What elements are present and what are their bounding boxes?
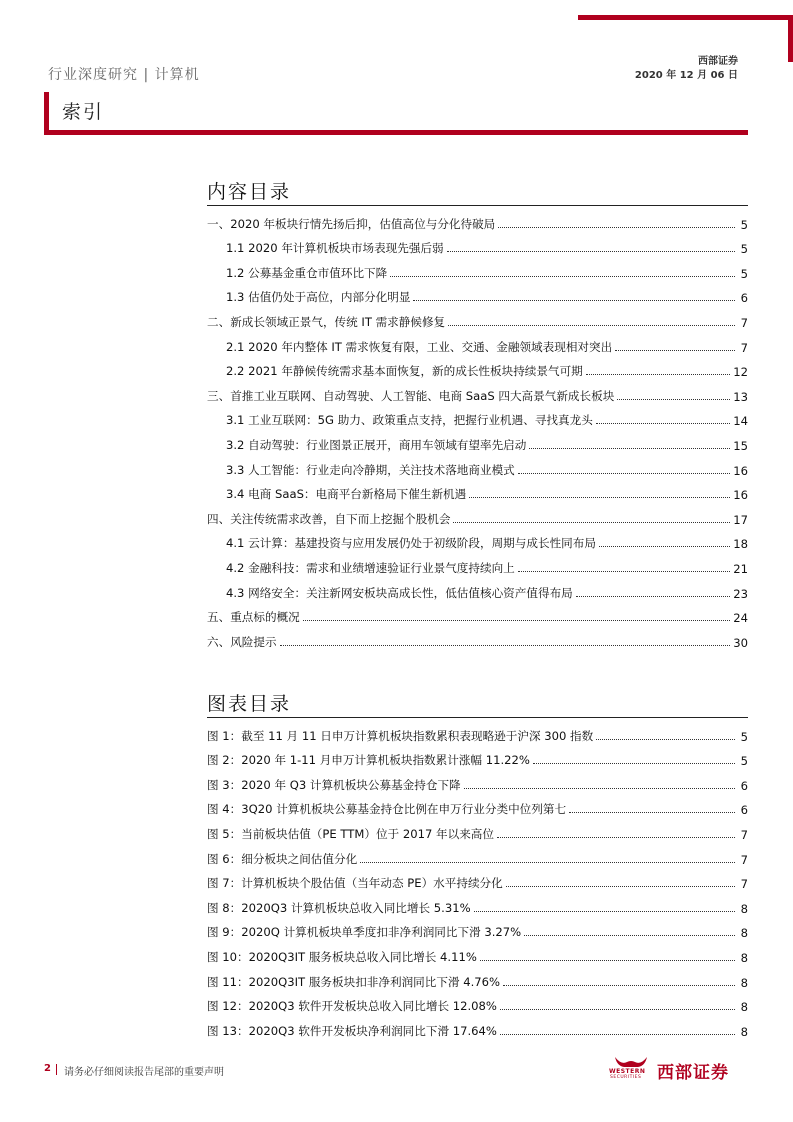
contents-entry-label: 2.1 2020 年内整体 IT 需求恢复有限，工业、交通、金融领域表现相对突出 xyxy=(226,339,613,354)
contents-entry[interactable] xyxy=(207,502,748,527)
contents-entry[interactable] xyxy=(207,428,748,453)
dot-leader xyxy=(480,960,735,961)
figures-entry[interactable] xyxy=(207,719,748,744)
contents-rule xyxy=(207,205,748,206)
contents-entry-page: 30 xyxy=(733,635,748,650)
contents-entry[interactable] xyxy=(207,355,748,380)
contents-entry[interactable] xyxy=(207,625,748,650)
section-accent-bar xyxy=(44,92,49,134)
dot-leader xyxy=(503,985,735,986)
figures-entry[interactable] xyxy=(207,842,748,867)
contents-entry-page: 15 xyxy=(733,438,748,453)
dot-leader xyxy=(447,251,735,252)
figures-entry[interactable] xyxy=(207,940,748,965)
contents-entry-page: 14 xyxy=(733,414,748,429)
figures-entry-page: 6 xyxy=(740,803,748,818)
contents-entry[interactable] xyxy=(207,601,748,626)
contents-entry-page: 17 xyxy=(733,512,748,527)
figures-entry-label: 图 8：2020Q3 计算机板块总收入同比增长 5.31% xyxy=(207,900,471,915)
contents-entry-label: 3.1 工业互联网：5G 助力、政策重点支持，把握行业机遇、寻找真龙头 xyxy=(226,413,593,428)
contents-entry-label: 3.2 自动驾驶：行业图景正展开，商用车领域有望率先启动 xyxy=(226,437,527,452)
contents-entry-page: 6 xyxy=(740,291,748,306)
contents-entry[interactable] xyxy=(207,232,748,257)
footer-separator xyxy=(56,1064,57,1075)
contents-entry-page: 16 xyxy=(733,488,748,503)
figures-title: 图表目录 xyxy=(207,693,292,715)
dot-leader xyxy=(474,911,735,912)
contents-entry[interactable] xyxy=(207,379,748,404)
header-brand: 西部证券 xyxy=(698,56,738,67)
figures-entry-page: 8 xyxy=(740,1024,748,1039)
contents-list xyxy=(207,207,748,650)
dot-leader xyxy=(464,788,735,789)
figures-entry[interactable] xyxy=(207,1014,748,1039)
dot-leader xyxy=(596,739,735,740)
figures-entry-label: 图 10：2020Q3IT 服务板块总收入同比增长 4.11% xyxy=(207,949,477,964)
contents-entry-label: 4.2 金融科技：需求和业绩增速验证行业景气度持续向上 xyxy=(226,560,515,575)
figures-entry-page: 7 xyxy=(740,852,748,867)
contents-entry[interactable] xyxy=(207,207,748,232)
figures-entry-label: 图 9：2020Q 计算机板块单季度扣非净利润同比下滑 3.27% xyxy=(207,925,522,940)
dot-leader xyxy=(506,886,735,887)
figures-entry-page: 8 xyxy=(740,950,748,965)
dot-leader xyxy=(390,276,735,277)
contents-entry-page: 18 xyxy=(733,537,748,552)
contents-entry[interactable] xyxy=(207,551,748,576)
dot-leader xyxy=(497,837,735,838)
header-date: 2020 年 12 月 06 日 xyxy=(634,70,738,81)
contents-entry-label: 3.4 电商 SaaS：电商平台新格局下催生新机遇 xyxy=(226,487,467,502)
figures-entry-label: 图 6：细分板块之间估值分化 xyxy=(207,851,358,866)
logo-text-en: WESTERN xyxy=(609,1068,646,1075)
contents-entry-label: 六、风险提示 xyxy=(207,634,277,649)
contents-entry-label: 4.1 云计算：基建投资与应用发展仍处于初级阶段，周期与成长性同布局 xyxy=(226,536,596,551)
contents-entry[interactable] xyxy=(207,305,748,330)
contents-entry-label: 1.3 估值仍处于高位，内部分化明显 xyxy=(226,290,411,305)
contents-title: 内容目录 xyxy=(207,181,292,203)
contents-entry[interactable] xyxy=(207,527,748,552)
contents-entry-page: 5 xyxy=(740,242,748,257)
figures-entry-label: 图 5：当前板块估值（PE TTM）位于 2017 年以来高位 xyxy=(207,826,494,841)
dot-leader xyxy=(617,399,730,400)
contents-entry-label: 二、新成长领域正景气，传统 IT 需求静候修复 xyxy=(207,314,446,329)
figures-entry-page: 6 xyxy=(740,778,748,793)
contents-entry-page: 7 xyxy=(740,315,748,330)
contents-entry-page: 16 xyxy=(733,463,748,478)
contents-entry-page: 7 xyxy=(740,340,748,355)
figures-entry-label: 图 1：截至 11 月 11 日申万计算机板块指数累积表现略逊于沪深 300 指数 xyxy=(207,728,594,743)
figures-entry[interactable] xyxy=(207,965,748,990)
contents-entry-page: 23 xyxy=(733,586,748,601)
figures-entry-page: 8 xyxy=(740,1000,748,1015)
contents-entry-label: 三、首推工业互联网、自动驾驶、人工智能、电商 SaaS 四大高景气新成长板块 xyxy=(207,388,615,403)
top-accent-bar-vertical xyxy=(788,15,793,62)
figures-entry-label: 图 3：2020 年 Q3 计算机板块公募基金持仓下降 xyxy=(207,777,461,792)
contents-entry[interactable] xyxy=(207,330,748,355)
logo-text-en-sub: SECURITIES xyxy=(610,1075,642,1080)
contents-entry-label: 2.2 2021 年静候传统需求基本面恢复，新的成长性板块持续景气可期 xyxy=(226,364,583,379)
figures-entry[interactable] xyxy=(207,768,748,793)
dot-leader xyxy=(360,862,735,863)
footer-disclaimer: 请务必仔细阅读报告尾部的重要声明 xyxy=(64,1067,224,1078)
figures-entry-page: 5 xyxy=(740,729,748,744)
dot-leader xyxy=(576,596,730,597)
dot-leader xyxy=(524,935,735,936)
contents-entry-label: 四、关注传统需求改善，自下而上挖掘个股机会 xyxy=(207,511,451,526)
dot-leader xyxy=(498,227,735,228)
contents-entry[interactable] xyxy=(207,478,748,503)
dot-leader xyxy=(303,620,730,621)
dot-leader xyxy=(500,1009,735,1010)
dot-leader xyxy=(529,448,730,449)
figures-entry[interactable] xyxy=(207,916,748,941)
dot-leader xyxy=(586,374,730,375)
dot-leader xyxy=(448,325,735,326)
contents-entry-page: 13 xyxy=(733,389,748,404)
section-title: 索引 xyxy=(62,101,105,123)
figures-entry-page: 7 xyxy=(740,877,748,892)
dot-leader xyxy=(280,645,731,646)
figures-entry[interactable] xyxy=(207,744,748,769)
section-rule xyxy=(44,130,748,135)
dot-leader xyxy=(518,473,730,474)
figures-entry[interactable] xyxy=(207,817,748,842)
contents-entry[interactable] xyxy=(207,281,748,306)
contents-entry-label: 3.3 人工智能：行业走向冷静期，关注技术落地商业模式 xyxy=(226,462,515,477)
contents-entry-label: 五、重点标的概况 xyxy=(207,610,300,625)
figures-entry-page: 7 xyxy=(740,827,748,842)
figures-entry-label: 图 13：2020Q3 软件开发板块净利润同比下滑 17.64% xyxy=(207,1023,497,1038)
figures-entry-label: 图 12：2020Q3 软件开发板块总收入同比增长 12.08% xyxy=(207,999,497,1014)
figures-entry-label: 图 11：2020Q3IT 服务板块扣非净利润同比下滑 4.76% xyxy=(207,974,501,989)
logo-text-cn: 西部证券 xyxy=(657,1063,729,1083)
footer-page-number: 2 xyxy=(44,1063,51,1074)
contents-entry[interactable] xyxy=(207,404,748,429)
dot-leader xyxy=(413,300,735,301)
top-accent-bar xyxy=(578,15,793,20)
figures-rule xyxy=(207,717,748,718)
contents-entry-page: 21 xyxy=(733,561,748,576)
dot-leader xyxy=(569,812,735,813)
figures-entry-page: 8 xyxy=(740,901,748,916)
dot-leader xyxy=(500,1034,735,1035)
figures-entry[interactable] xyxy=(207,891,748,916)
header-title: 行业深度研究 | 计算机 xyxy=(48,67,200,83)
contents-entry-page: 5 xyxy=(740,266,748,281)
figures-entry-page: 5 xyxy=(740,754,748,769)
contents-entry-page: 12 xyxy=(733,365,748,380)
figures-entry-label: 图 4：3Q20 计算机板块公募基金持仓比例在申万行业分类中位列第七 xyxy=(207,802,567,817)
contents-entry[interactable] xyxy=(207,576,748,601)
footer-logo xyxy=(607,1055,747,1083)
figures-entry-label: 图 2：2020 年 1-11 月申万计算机板块指数累计涨幅 11.22% xyxy=(207,753,530,768)
contents-entry[interactable] xyxy=(207,256,748,281)
figures-entry-label: 图 7：计算机板块个股估值（当年动态 PE）水平持续分化 xyxy=(207,876,503,891)
figures-entry-page: 8 xyxy=(740,975,748,990)
contents-entry-label: 1.2 公募基金重仓市值环比下降 xyxy=(226,265,388,280)
contents-entry-page: 24 xyxy=(733,611,748,626)
dot-leader xyxy=(599,546,730,547)
dot-leader xyxy=(453,522,730,523)
dot-leader xyxy=(533,763,735,764)
contents-entry[interactable] xyxy=(207,453,748,478)
figures-list xyxy=(207,719,748,1039)
contents-entry-label: 一、2020 年板块行情先扬后抑，估值高位与分化待破局 xyxy=(207,216,496,231)
figures-entry[interactable] xyxy=(207,793,748,818)
contents-entry-page: 5 xyxy=(740,217,748,232)
figures-entry[interactable] xyxy=(207,867,748,892)
contents-entry-label: 4.3 网络安全：关注新网安板块高成长性，低估值核心资产值得布局 xyxy=(226,585,573,600)
dot-leader xyxy=(615,350,735,351)
dot-leader xyxy=(518,571,730,572)
figures-entry-page: 8 xyxy=(740,926,748,941)
figures-entry[interactable] xyxy=(207,990,748,1015)
dot-leader xyxy=(469,497,730,498)
contents-entry-label: 1.1 2020 年计算机板块市场表现先强后弱 xyxy=(226,241,444,256)
dot-leader xyxy=(596,423,730,424)
